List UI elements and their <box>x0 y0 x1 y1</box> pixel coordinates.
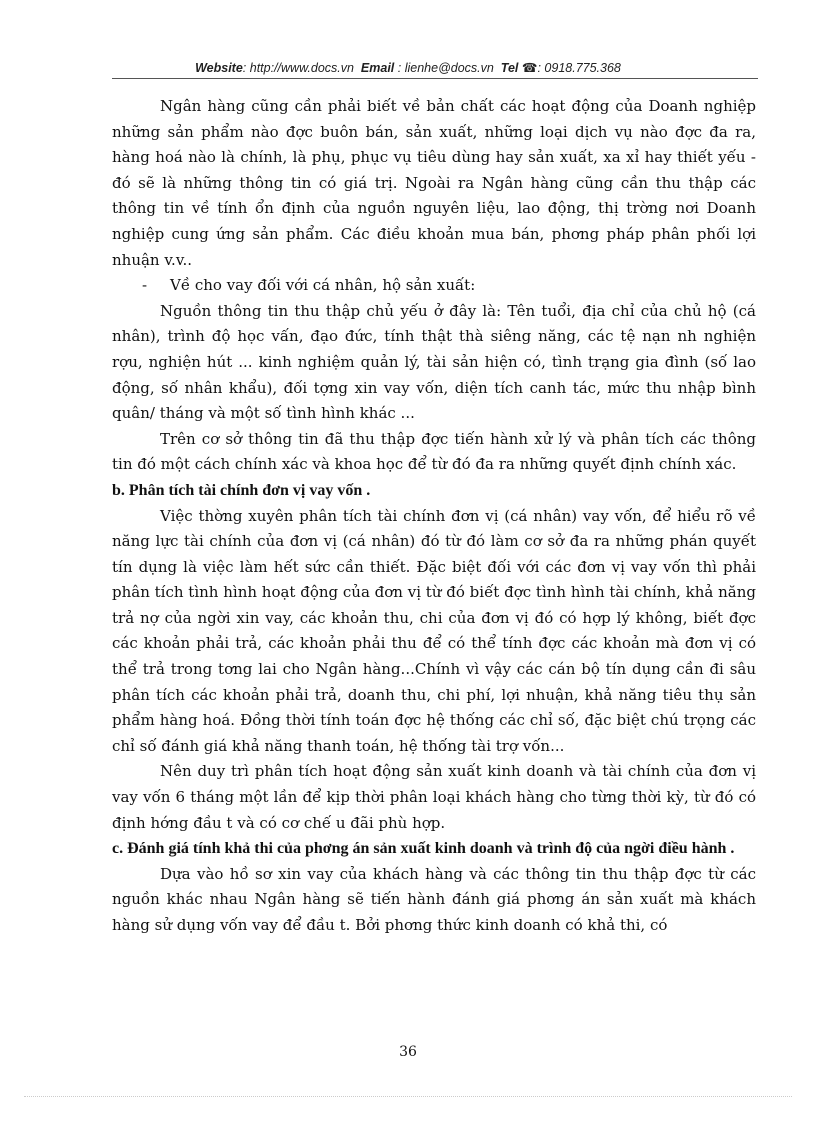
header-divider <box>112 78 758 79</box>
email-label: Email <box>360 61 395 75</box>
document-body <box>112 94 756 939</box>
phone-icon: ☎ <box>521 61 538 75</box>
section-heading-c: c. Đánh giá tính khả thi của phơng án sản xuất kinh doanh và trình độ của ngời điều hành . <box>112 840 735 858</box>
paragraph-business-info: Ngân hàng cũng cần phải biết về bản chất các hoạt động của Doanh nghiệp những sản phẩm nào đợc buôn bán, sản xuất, những loại dịch vụ nào đợc đa ra, hàng hoá nào là chính, là phụ, phục vụ tiêu dùng hay sản xuất, xa xỉ hay thiết yếu - đó sẽ là những thông tin có giá trị. Ngoài ra Ngân hàng cũng cần thu thập các thông tin về tính ổn định của nguồn nguyên liệu, lao động, thị trờng nơi Doanh nghiệp cung ứng sản phẩm. Các điều khoản mua bán, phơng pháp phân phối lợi nhuận v.v.. <box>112 97 756 269</box>
tel-value: : 0918.775.368 <box>537 61 621 75</box>
email-value[interactable]: : lienhe@docs.vn <box>397 61 494 75</box>
footer-divider <box>24 1096 792 1097</box>
bullet-text: Về cho vay đối với cá nhân, hộ sản xuất: <box>170 276 476 295</box>
paragraph-financial-analysis: Việc thờng xuyên phân tích tài chính đơn vị (cá nhân) vay vốn, để hiểu rõ về năng lực tài chính của đơn vị (cá nhân) đó từ đó làm cơ sở đa ra những phán quyết tín dụng là việc làm hết sức cần thiết. Đặc biệt đối với các đơn vị vay vốn thì phải phân tích tình hình hoạt động của đơn vị từ đó biết đợc tình hình tài chính, khả năng trả nợ của ngời xin vay, các khoản thu, chi của đơn vị đó có hợp lý không, biết đợc các khoản phải trả, các khoản phải thu để có thể tính đợc các khoản mà đơn vị có thể trả trong tơng lai cho Ngân hàng...Chính vì vậy các cán bộ tín dụng cần đi sâu phân tích các khoản phải trả, doanh thu, chi phí, lợi nhuận, khả năng tiêu thụ sản phẩm hàng hoá. Đồng thời tính toán đợc hệ thống các chỉ số, đặc biệt chú trọng các chỉ số đánh giá khả năng thanh toán, hệ thống tài trợ vốn... <box>112 506 756 755</box>
website-value[interactable]: : http://www.docs.vn <box>242 61 354 75</box>
bullet-dash: - <box>142 276 148 295</box>
paragraph-periodic-review: Nên duy trì phân tích hoạt động sản xuất kinh doanh và tài chính của đơn vị vay vốn 6 tháng một lần để kịp thời phân loại khách hàng cho từng thời kỳ, từ đó có định hớng đầu t và có cơ chế u đãi phù hợp. <box>112 762 756 832</box>
paragraph-individual-info: Nguồn thông tin thu thập chủ yếu ở đây là: Tên tuổi, địa chỉ của chủ hộ (cá nhân), trình độ học vấn, đạo đức, tính thật thà siêng năng, các tệ nạn nh nghiện rợu, nghiện hút ... kinh nghiệm quản lý, tài sản hiện có, tình trạng gia đình (số lao động, số nhân khẩu), đối tợng xin vay vốn, diện tích canh tác, mức thu nhập bình quân/ tháng và một số tình hình khác ... <box>112 301 756 423</box>
paragraph-feasibility: Dựa vào hồ sơ xin vay của khách hàng và các thông tin thu thập đợc từ các nguồn khác nhau Ngân hàng sẽ tiến hành đánh giá phơng án sản xuất mà khách hàng sử dụng vốn vay để đầu t. Bởi phơng thức kinh doanh có khả thi, có <box>112 864 756 934</box>
section-heading-b: b. Phân tích tài chính đơn vị vay vốn . <box>112 481 371 499</box>
page-number: 36 <box>399 1044 417 1060</box>
website-label: Website <box>195 61 243 75</box>
paragraph-processing: Trên cơ sở thông tin đã thu thập đợc tiến hành xử lý và phân tích các thông tin đó một cách chính xác và khoa học để từ đó đa ra những quyết định chính xác. <box>112 429 756 474</box>
page-header <box>0 60 816 75</box>
bullet-item <box>112 273 756 299</box>
tel-label: Tel <box>500 61 519 75</box>
